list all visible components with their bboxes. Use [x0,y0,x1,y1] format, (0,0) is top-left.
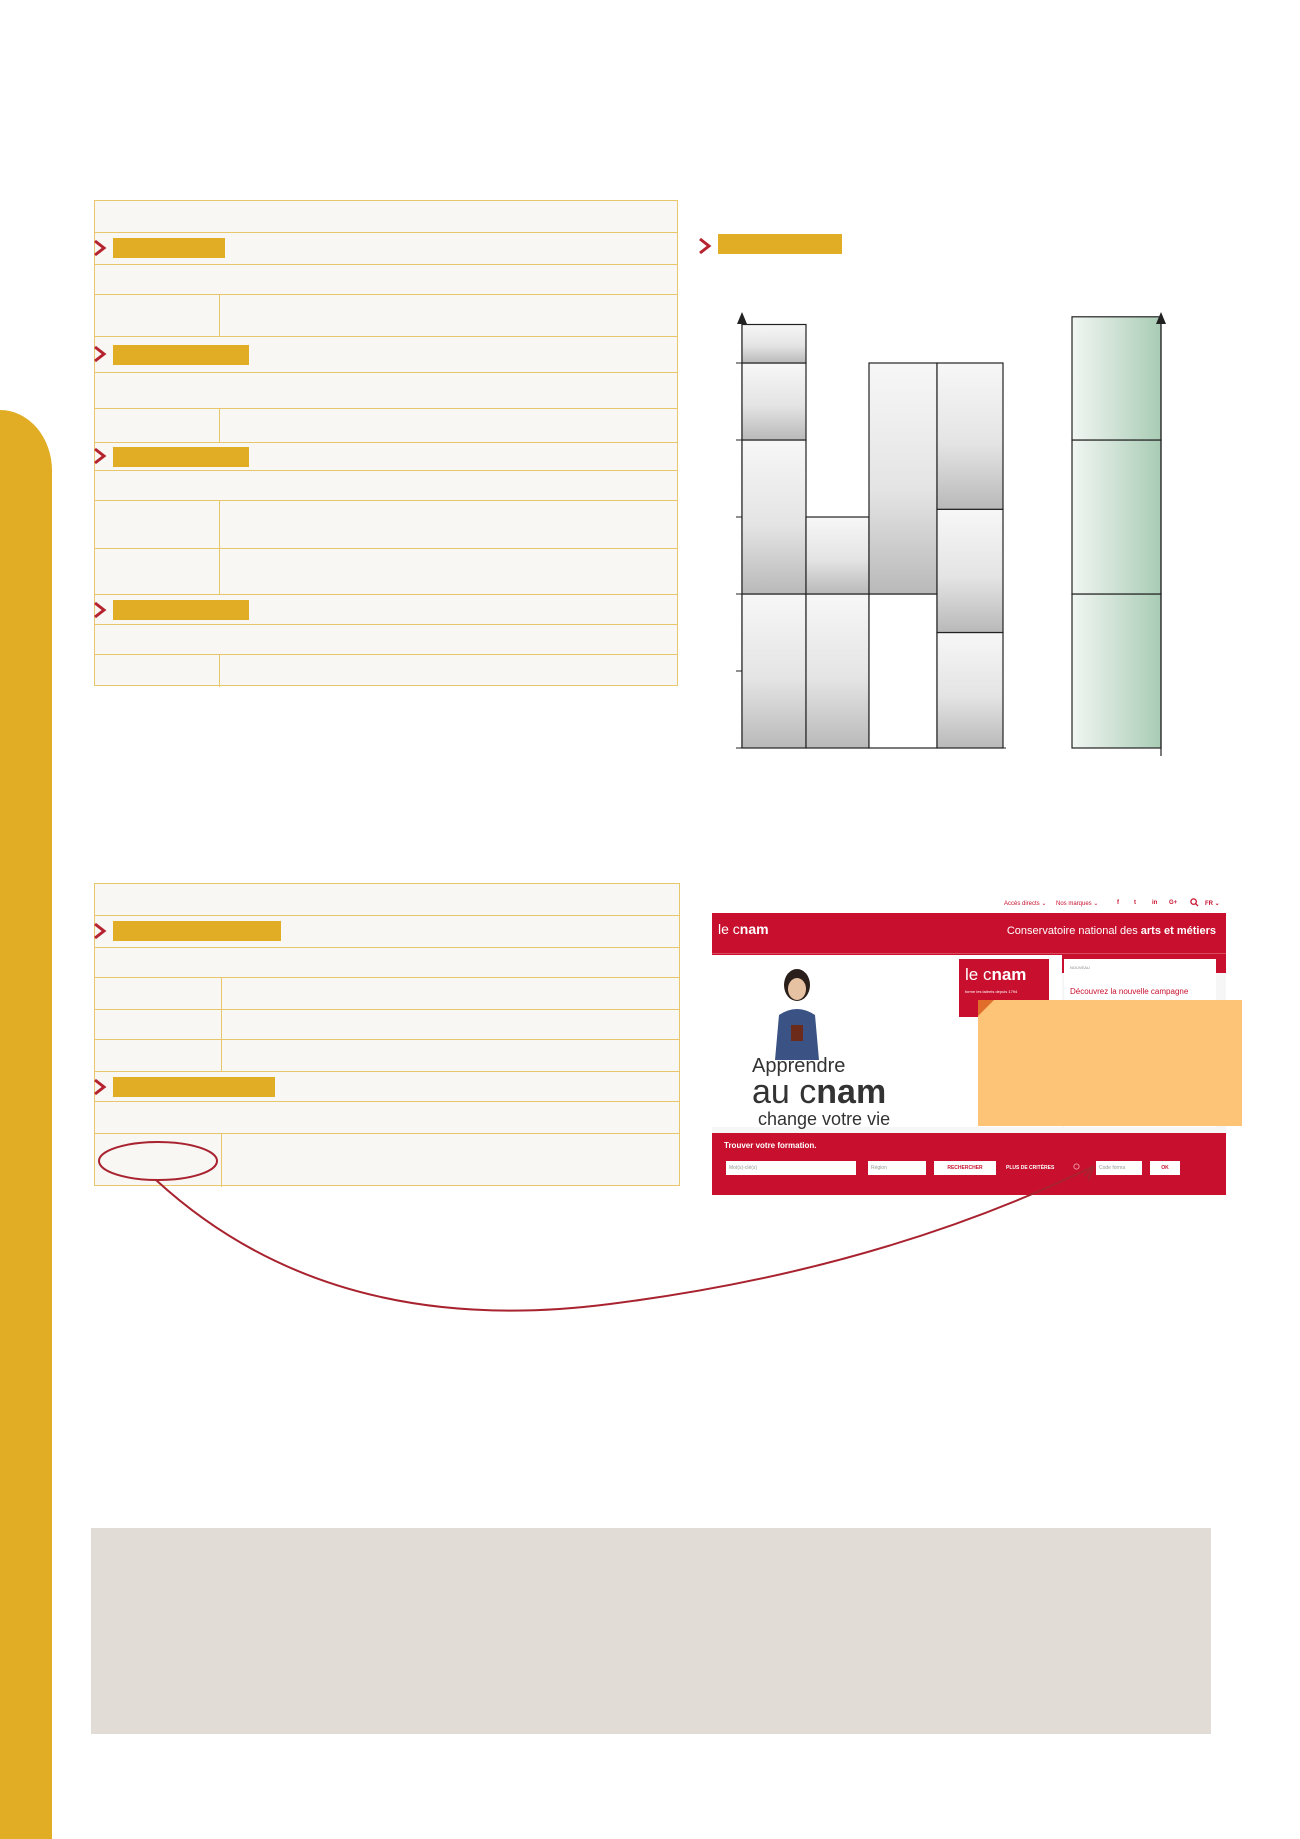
table-row [95,373,677,409]
acces-directs-link[interactable]: Accès directs ⌄ [1004,901,1047,907]
site-tagline: Conservatoire national des arts et métiers [1006,925,1216,937]
stacked-bar-chart [690,300,1210,770]
grey-info-box [91,1528,1211,1734]
bar-segment [1072,317,1161,440]
table-row [95,265,677,295]
table-row [95,978,679,1010]
code-formation-input[interactable]: Code forma [1096,1161,1142,1175]
bar-segment [742,594,806,748]
region-select[interactable]: Région [868,1161,926,1175]
bar-segment [742,363,806,440]
person-photo [767,965,827,1060]
language-selector[interactable]: FR ⌄ [1205,901,1220,907]
section-label-bar [113,447,249,467]
googleplus-icon[interactable]: G+ [1169,900,1178,906]
nos-marques-link[interactable]: Nos marques ⌄ [1056,901,1099,907]
linkedin-icon[interactable]: in [1152,900,1158,906]
facebook-icon[interactable]: f [1117,900,1119,906]
section-label-bar [113,921,281,941]
chevron-right-icon [93,601,107,619]
more-criteria-link[interactable]: PLUS DE CRITÈRES [1006,1165,1055,1171]
bar-segment [806,594,869,748]
chevron-right-icon [93,345,107,363]
bar-segment [869,363,937,594]
table-row [95,625,677,655]
hero-line-2: au cnam [752,1073,887,1111]
section-row [95,337,677,373]
ok-button[interactable]: OK [1150,1161,1180,1175]
formation-search-bar [712,1133,1226,1195]
chevron-right-icon [93,922,107,940]
news-label: NOUVEAU [1070,965,1090,970]
bar-segment [742,325,806,364]
site-topbar [712,895,1226,913]
section-label-bar [113,600,249,620]
table-row [95,1010,679,1040]
cnam-badge: le cnam forme les talents depuis 1794 [959,959,1049,1017]
twitter-icon[interactable]: t [1134,900,1136,906]
section-label-bar [113,238,225,258]
table-row [95,1040,679,1072]
callout-fold [978,1000,994,1016]
left-accent-band [0,410,52,1839]
chevron-right-icon [698,237,712,255]
bar-segment [937,509,1003,632]
bar-segment [937,363,1003,509]
search-title: Trouver votre formation. [724,1141,817,1150]
bar-segment [869,594,937,748]
table-row [95,201,677,233]
section-row [95,595,677,625]
table-row [95,655,677,687]
section-row [95,916,679,948]
section-row [95,233,677,265]
callout-note [978,1000,1242,1126]
table-row [95,948,679,978]
bar-segment [1072,440,1161,594]
site-header [712,913,1226,953]
section-row [95,443,677,471]
section-label-bar [113,1077,275,1097]
hero-line-1: Apprendre [752,1055,846,1077]
table-row [95,295,677,337]
arrow-up-icon [737,312,747,324]
info-table-1 [94,200,678,686]
table-row [95,471,677,501]
chevron-right-icon [93,447,107,465]
search-button[interactable]: RECHERCHER [934,1161,996,1175]
hero-line-3: change votre vie [758,1109,891,1129]
table-row [95,884,679,916]
cnam-logo[interactable]: le cnam [718,921,769,937]
table-row [95,409,677,443]
table-row [95,1134,679,1187]
bar-segment [806,517,869,594]
section-row [95,1072,679,1102]
bar-segment [937,633,1003,749]
section-label-bar [113,345,249,365]
chevron-right-icon [93,1078,107,1096]
table-row [95,501,677,549]
plus-circle-icon[interactable] [1073,1163,1080,1170]
news-link[interactable]: Découvrez la nouvelle campagne [1070,987,1189,996]
bar-segment [742,440,806,594]
bar-segment [1072,594,1161,748]
chevron-right-icon [93,239,107,257]
chart-label-bar [718,234,842,254]
table-row [95,549,677,595]
keyword-input[interactable]: Mot(s)-clé(s) [726,1161,856,1175]
table-row [95,1102,679,1134]
search-icon[interactable] [1190,898,1199,907]
info-table-2 [94,883,680,1186]
